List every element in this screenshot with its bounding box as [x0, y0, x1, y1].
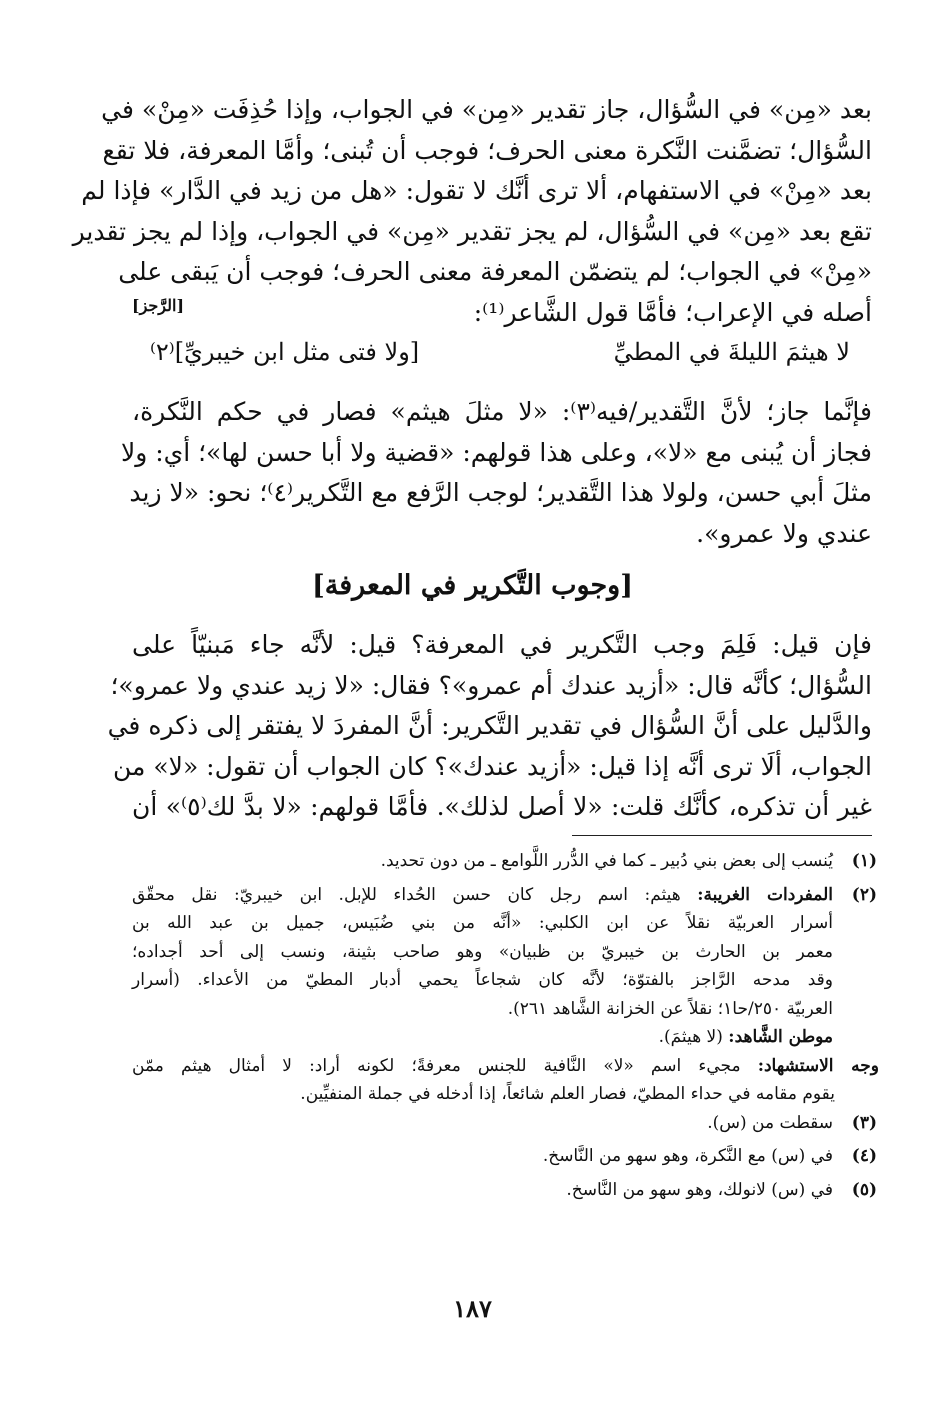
footnote-line: في (س) مع النَّكرة، وهو سهو من النَّاسخ.: [542, 1146, 833, 1166]
footnote-line: في (س) لانولك، وهو سهو من النَّاسخ.: [566, 1179, 833, 1200]
text-line: بعد «مِن» في السُّؤال، جاز تقدير «مِن» في الجواب، وإذا حُذِفَت «مِنْ» في: [101, 95, 872, 124]
footnote-separator: [572, 835, 872, 836]
footnote-number: (١): [851, 851, 877, 871]
footnote-line: وجه الاستشهاد: مجيء اسم «لا» النَّافية للجنس معرفةً؛ لكونه أراد: لا أمثال هيثم ممّن: [132, 1055, 879, 1076]
text-line: والدَّليل على أنَّ السُّؤال في تقدير التَّكرير: أنَّ المفردَ لا يفتقر إلى ذكره في: [107, 711, 872, 740]
footnote-line: معمر بن الحارث بن خيبريّ بن ظبيان» وهو صاحب بثينة، ونسب إلى أحد أجداده؛: [132, 941, 833, 962]
paragraph-2: [120, 392, 872, 554]
text-line: مثلَ أبي حسن، ولولا هذا التَّقدير؛ لوجب الرَّفع مع التَّكرير⁽٤⁾؛ نحو: «لا زيد: [129, 478, 872, 507]
footnote-witness: موطن الشَّاهد: (لا هيثمَ).: [658, 1027, 833, 1047]
footnote-2: [132, 881, 877, 1052]
text-line: أصله في الإعراب؛ فأمَّا قول الشَّاعر⁽¹⁾:: [473, 297, 872, 327]
footnote-line: وقد مدحه الرَّاجز بالفتوّة؛ لأنَّه كان شجاعاً يحمي أدبار المطيّ من الأعداء. (أسرار: [132, 970, 833, 990]
footnote-3: [132, 1109, 877, 1138]
text-line: فإنَّما جاز؛ لأنَّ التَّقدير/فيه⁽٣⁾: «لا مثلَ هيثم» فصار في حكم النَّكرة،: [132, 397, 872, 426]
paragraph-1: [72, 90, 872, 333]
text-line: بعد «مِنْ» في الاستفهام، ألا ترى أنَّك لا تقول: «هل من زيد في الدَّار» فإذا لم: [81, 176, 872, 205]
text-line: فجاز أن يُبنى مع «لا»، وعلى هذا قولهم: «قضية ولا أبا حسن لها»؛ أي: ولا: [120, 437, 872, 467]
footnote-line: سقطت من (س).: [707, 1112, 833, 1133]
verse-first-hemistich: لا هيثمَ الليلةَ في المطيِّ: [613, 338, 850, 366]
poetic-meter-label: [الرَّجز]: [132, 296, 185, 315]
text-line: غير أن تذكره، كأنَّك قلت: «لا أصل لذلك». فأمَّا قولهم: «لا بدَّ لك⁽٥⁾» أن: [132, 792, 872, 821]
footnote-line: العربيّة ٢٥٠/حا١؛ نقلاً عن الخزانة الشَّاهد ٢٦١).: [507, 998, 833, 1019]
footnote-number: (٤): [851, 1146, 877, 1166]
text-line: «مِنْ» في الجواب؛ لم يتضمّن المعرفة معنى الحرف؛ فوجب أن يَبقى على: [118, 257, 872, 286]
footnote-number: (٣): [851, 1112, 877, 1133]
footnote-line: أسرار العربيّة نقلاً عن ابن الكلبي: «أنَّه من بني ضُبَيس، جميل بن عبد الله بن: [132, 913, 833, 933]
footnote-number: (٥): [851, 1179, 877, 1200]
footnote-2-evidence: [132, 1052, 879, 1109]
text-line: السُّؤال؛ تضمَّنت النَّكرة معنى الحرف؛ فوجب أن تُبنى؛ وأمَّا المعرفة، فلا تقع: [102, 135, 872, 165]
text-line: الجواب، ألَا ترى أنَّه إذا قيل: «أزيد عندك»؟ كان الجواب أن تقول: «لا» من: [113, 751, 872, 781]
footnote-1: [132, 847, 877, 876]
text-line: عندي ولا عمرو».: [696, 518, 872, 548]
footnote-lead: المفردات الغريبة:: [697, 884, 833, 905]
text-line: فإن قيل: فَلِمَ وجب التَّكرير في المعرفة؟ قيل: لأنَّه جاء مَبنيّاً على: [132, 630, 872, 659]
footnote-line: يقوم مقامه في حداء المطيّ، فصار العلم شائعاً، إذا أدخله في جملة المنفيِّين.: [300, 1084, 835, 1104]
footnotes: [132, 847, 877, 1204]
footnote-number: (٢): [851, 884, 877, 905]
footnote-5: [132, 1176, 877, 1205]
footnote-4: [132, 1142, 877, 1171]
text-line: تقع بعد «مِن» في السُّؤال، لم يجز تقدير «مِن» في الجواب، وإذا لم يجز تقدير: [72, 216, 872, 246]
footnote-line: المفردات الغريبة: هيثم: اسم رجل كان حسن الحُداء للإبل. ابن خيبريّ: نقل محقّق: [132, 884, 833, 905]
paragraph-3: [107, 625, 872, 828]
page-number: ١٨٧: [453, 1294, 492, 1323]
section-heading: [وجوب التَّكرير في المعرفة]: [312, 570, 633, 601]
verse-second-hemistich: [ولا فتى مثل ابن خيبريِّ]⁽٢⁾: [150, 338, 420, 366]
footnote-line: يُنسب إلى بعض بني دُبير ـ كما في الدُّرر اللَّوامع ـ من دون تحديد.: [380, 851, 833, 871]
poetry-verse: [150, 338, 850, 378]
text-line: السُّؤال؛ كأنَّه قال: «أزيد عندك أم عمرو»؟ فقال: «لا زيد عندي ولا عمرو»؛: [110, 670, 872, 700]
